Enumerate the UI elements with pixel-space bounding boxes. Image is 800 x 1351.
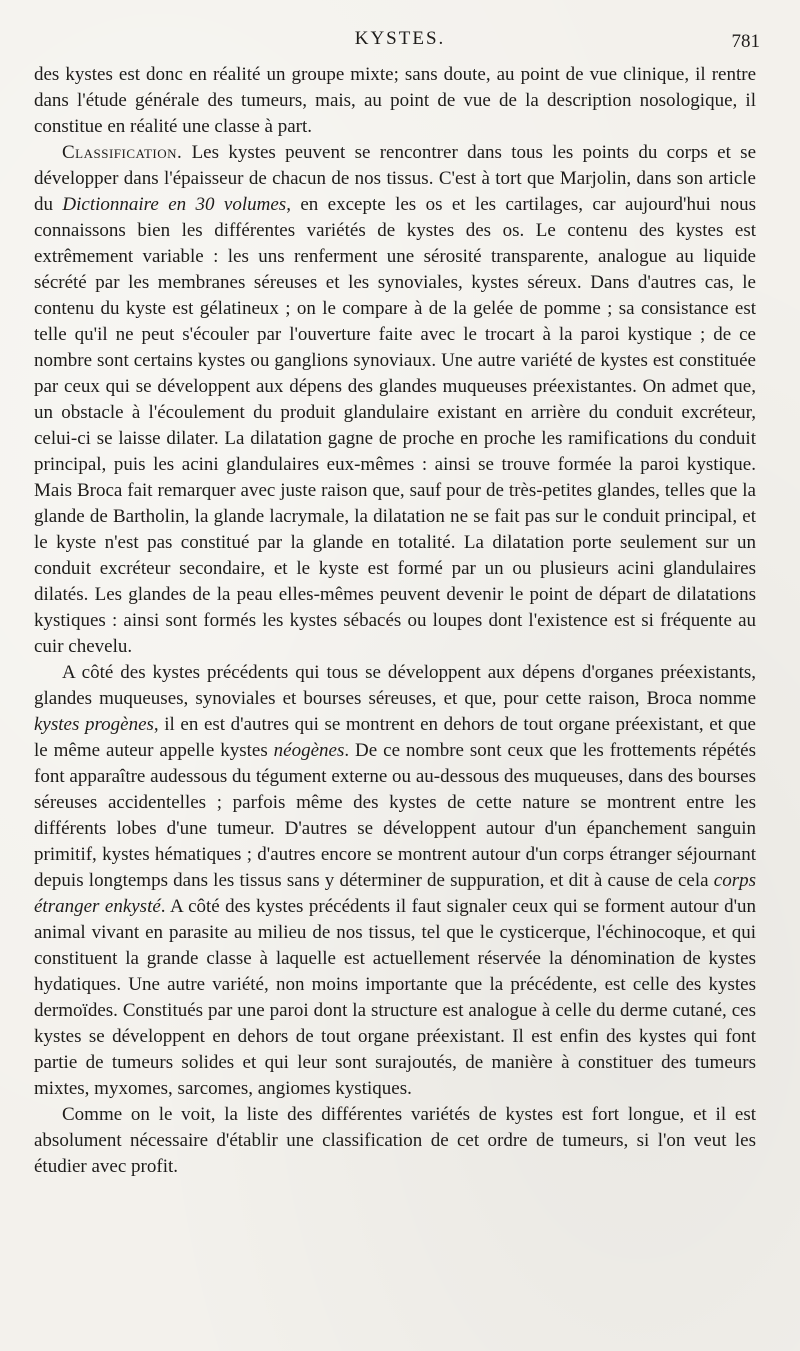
paragraph-3 bbox=[34, 660, 756, 1102]
term-neogenes: néogènes bbox=[273, 740, 345, 761]
paragraph-3-text-1: A côté des kystes précédents qui tous se développent aux dépens d'organes préexistants, glandes muqueuses, synoviales et bourses séreuses, et que, pour cette raison, Broca nomme bbox=[34, 662, 756, 709]
paragraph-2-text-2: , en excepte les os et les cartilages, car aujourd'hui nous connaissons bien les différentes variétés de kystes des os. Le contenu des kystes est extrêmement variable : les uns renferment une sérosité transparente, analogue au liquide sécrété par les membranes séreuses et les synoviales, kystes séreux. Dans d'autres cas, le contenu du kyste est gélatineux ; on le compare à de la gelée de pomme ; sa consistance est telle qu'il ne peut s'écouler par l'ouverture faite avec le trocart à la paroi kystique ; de ce nombre sont certains kystes ou ganglions synoviaux. Une autre variété de kystes est constituée par ceux qui se développent aux dépens des glandes muqueuses préexistantes. On admet que, un obstacle à l'écoulement du produit glandulaire existant en arrière du conduit excréteur, celui-ci se laisse dilater. La dilatation gagne de proche en proche les ramifications du conduit principal, puis les acini glandulaires eux-mêmes : ainsi se trouve formée la paroi kystique. Mais Broca fait remarquer avec juste raison que, sauf pour de très-petites glandes, telles que la glande de Bartholin, la glande lacrymale, la dilatation ne se fait pas sur le conduit principal, et le kyste n'est pas constitué par la glande en totalité. La dilatation porte seulement sur un conduit excréteur secondaire, et le kyste est formé par un ou plusieurs acini glandulaires dilatés. Les glandes de la peau elles-mêmes peuvent devenir le point de départ de dilatations kystiques : ainsi sont formés les kystes sébacés ou loupes dont l'existence est si fréquente au cuir chevelu. bbox=[34, 194, 757, 657]
paragraph-2-text-1: Les kystes peuvent se rencontrer dans tous les points du corps et se développer dans l'épaisseur de chacun de nos tissus. C'est à tort que Marjolin, dans son article du bbox=[34, 142, 756, 215]
page-number: 781 bbox=[731, 31, 760, 52]
paragraph-4-text: Comme on le voit, la liste des différentes variétés de kystes est fort longue, et il est absolument nécessaire d'établir une classification de cet ordre de tumeurs, si l'on veut les étudier avec profit. bbox=[34, 1104, 756, 1177]
paragraph-1 bbox=[34, 62, 756, 140]
paragraph-4 bbox=[34, 1102, 756, 1180]
paragraph-3-text-3: . De ce nombre sont ceux que les frottements répétés font apparaître audessous du tégument externe ou au-dessous des muqueuses, dans des bourses séreuses accidentelles ; parfois même des kystes de cette nature se montrent entre les différents lobes d'une tumeur. D'autres se développent autour d'un épanchement sanguin primitif, kystes hématiques ; d'autres encore se montrent autour d'un corps étranger séjournant depuis longtemps dans les tissus sans y déterminer de suppuration, et dit à cause de cela bbox=[34, 740, 757, 891]
page-header bbox=[0, 25, 800, 55]
term-kystes-progenes: kystes progènes bbox=[34, 714, 154, 735]
paragraph-3-text-2: , il en est d'autres qui se montrent en dehors de tout organe préexistant, et que le même auteur appelle kystes bbox=[34, 714, 756, 761]
paragraph-classification bbox=[34, 140, 756, 660]
paragraph-1-text: des kystes est donc en réalité un groupe mixte; sans doute, au point de vue clinique, il rentre dans l'étude générale des tumeurs, mais, au point de vue de la description nosologique, il constitue en réalité une classe à part. bbox=[34, 64, 756, 137]
paragraph-3-text-4: . A côté des kystes précédents il faut signaler ceux qui se forment autour d'un animal vivant en parasite au milieu de nos tissus, tel que le cysticerque, l'échinocoque, et qui constituent la grande classe à laquelle est actuellement réservée la dénomination de kystes hydatiques. Une autre variété, non moins importante que la précédente, est celle des kystes dermoïdes. Constitués par une paroi dont la structure est analogue à celle du derme cutané, ces kystes se développent en dehors de tout organe préexistant. Il est enfin des kystes qui font partie de tumeurs solides et qui leur sont surajoutés, de manière à constituer des tumeurs mixtes, myxomes, sarcomes, angiomes kystiques. bbox=[34, 896, 756, 1099]
body-text bbox=[34, 62, 756, 1180]
section-heading-classification: Classification. bbox=[62, 142, 183, 163]
term-corps-etranger-enkyste: corps étranger enkysté bbox=[34, 870, 756, 917]
running-head: KYSTES. bbox=[354, 28, 446, 49]
dictionary-title: Dictionnaire en 30 volumes bbox=[62, 194, 287, 215]
